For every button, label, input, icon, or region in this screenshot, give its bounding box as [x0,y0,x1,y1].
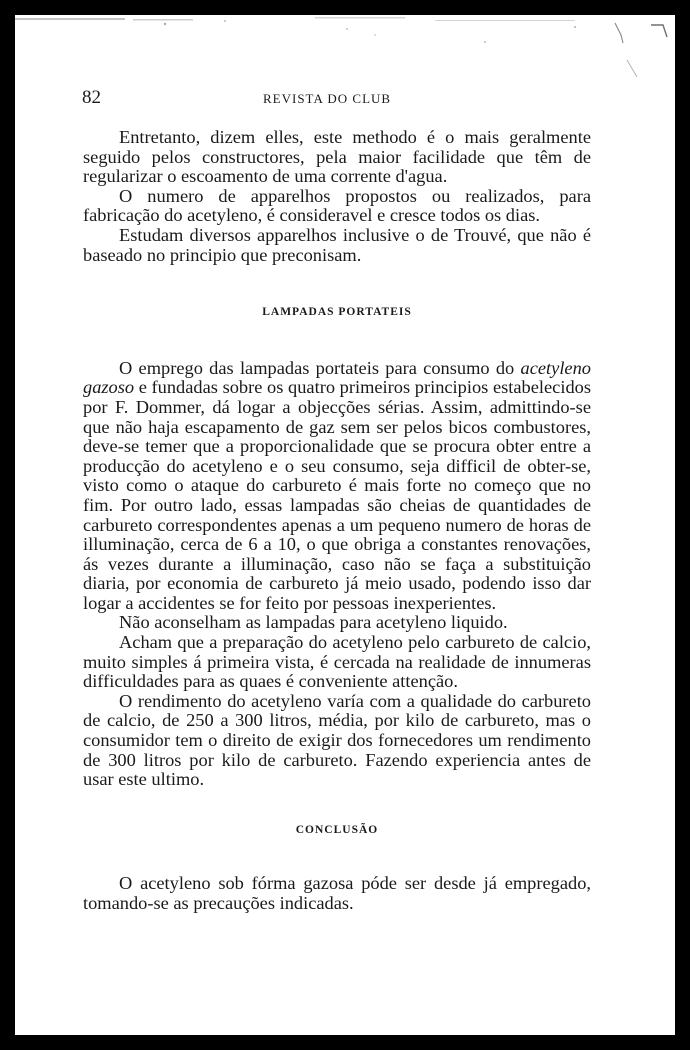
paragraph-7: O rendimento do acetyleno varía com a qualidade do carbureto de calcio, de 250 a 300 litros, média, por kilo de carbureto, mas o consumidor tem o direito de exigir dos fornecedores um rendimento de 300 litros por kilo de carbureto. Fazendo experiencia antes de usar este ultimo. [83,690,591,790]
article-body [83,128,591,914]
page-number: 82 [82,87,101,108]
paragraph-4 [83,359,591,614]
section-heading-lampadas: LAMPADAS PORTATEIS [262,306,412,319]
running-head [15,87,675,111]
paragraph-4-start: O emprego das lampadas portateis para consumo do [119,357,515,378]
paragraph-5: Não aconselham as lampadas para acetyleno liquido. [119,612,508,633]
journal-title: REVISTA DO CLUB [263,91,392,106]
section-heading-conclusao: CONCLUSÃO [295,823,379,836]
italic-term: acetyleno gazoso [83,357,591,398]
paragraph-4-rest: e fundadas sobre os quatro primeiros principios estabelecidos por F. Dommer, dá logar a objecções sérias. Assim, admittindo-se que não haja escapamento de gaz sem ser pelos bicos combustores, deve-se temer que a proporcionalidade que se procura obter entre a producção do acetyleno e o seu consumo, seja difficil de obter-se, visto como o ataque do carbureto é mais forte no começo que no fim. Por outro lado, essas lampadas são cheias de quantidades de carbureto correspondentes apenas a um pequeno numero de horas de illuminação, cerca de 6 a 10, o que obriga a constantes renovações, ás vezes durante a illuminação, caso não se faça a substituição diaria, por economia de carbureto já meio usado, podendo isso dar logar a accidentes se for feito por pessoas inexperientes. [83,377,591,613]
paragraph-1: Entretanto, dizem elles, este methodo é o mais geralmente seguido pelos constructores, pela maior facilidade que têm de regularizar o escoamento de uma corrente d'agua. [83,127,591,187]
paragraph-6: Acham que a preparação do acetyleno pelo carbureto de calcio, muito simples á primeira vista, é cercada na realidade de innumeras difficuldades para as quaes é conveniente attenção. [83,632,591,692]
paragraph-3: Estudam diversos apparelhos inclusive o de Trouvé, que não é baseado no principio que preconisam. [83,224,591,265]
paragraph-2: O numero de apparelhos propostos ou realizados, para fabricação do acetyleno, é consideravel e cresce todos os dias. [83,185,591,226]
paragraph-8: O acetyleno sob fórma gazosa póde ser desde já empregado, tomando-se as precauções indicadas. [83,873,591,913]
scanned-page [15,15,675,1035]
